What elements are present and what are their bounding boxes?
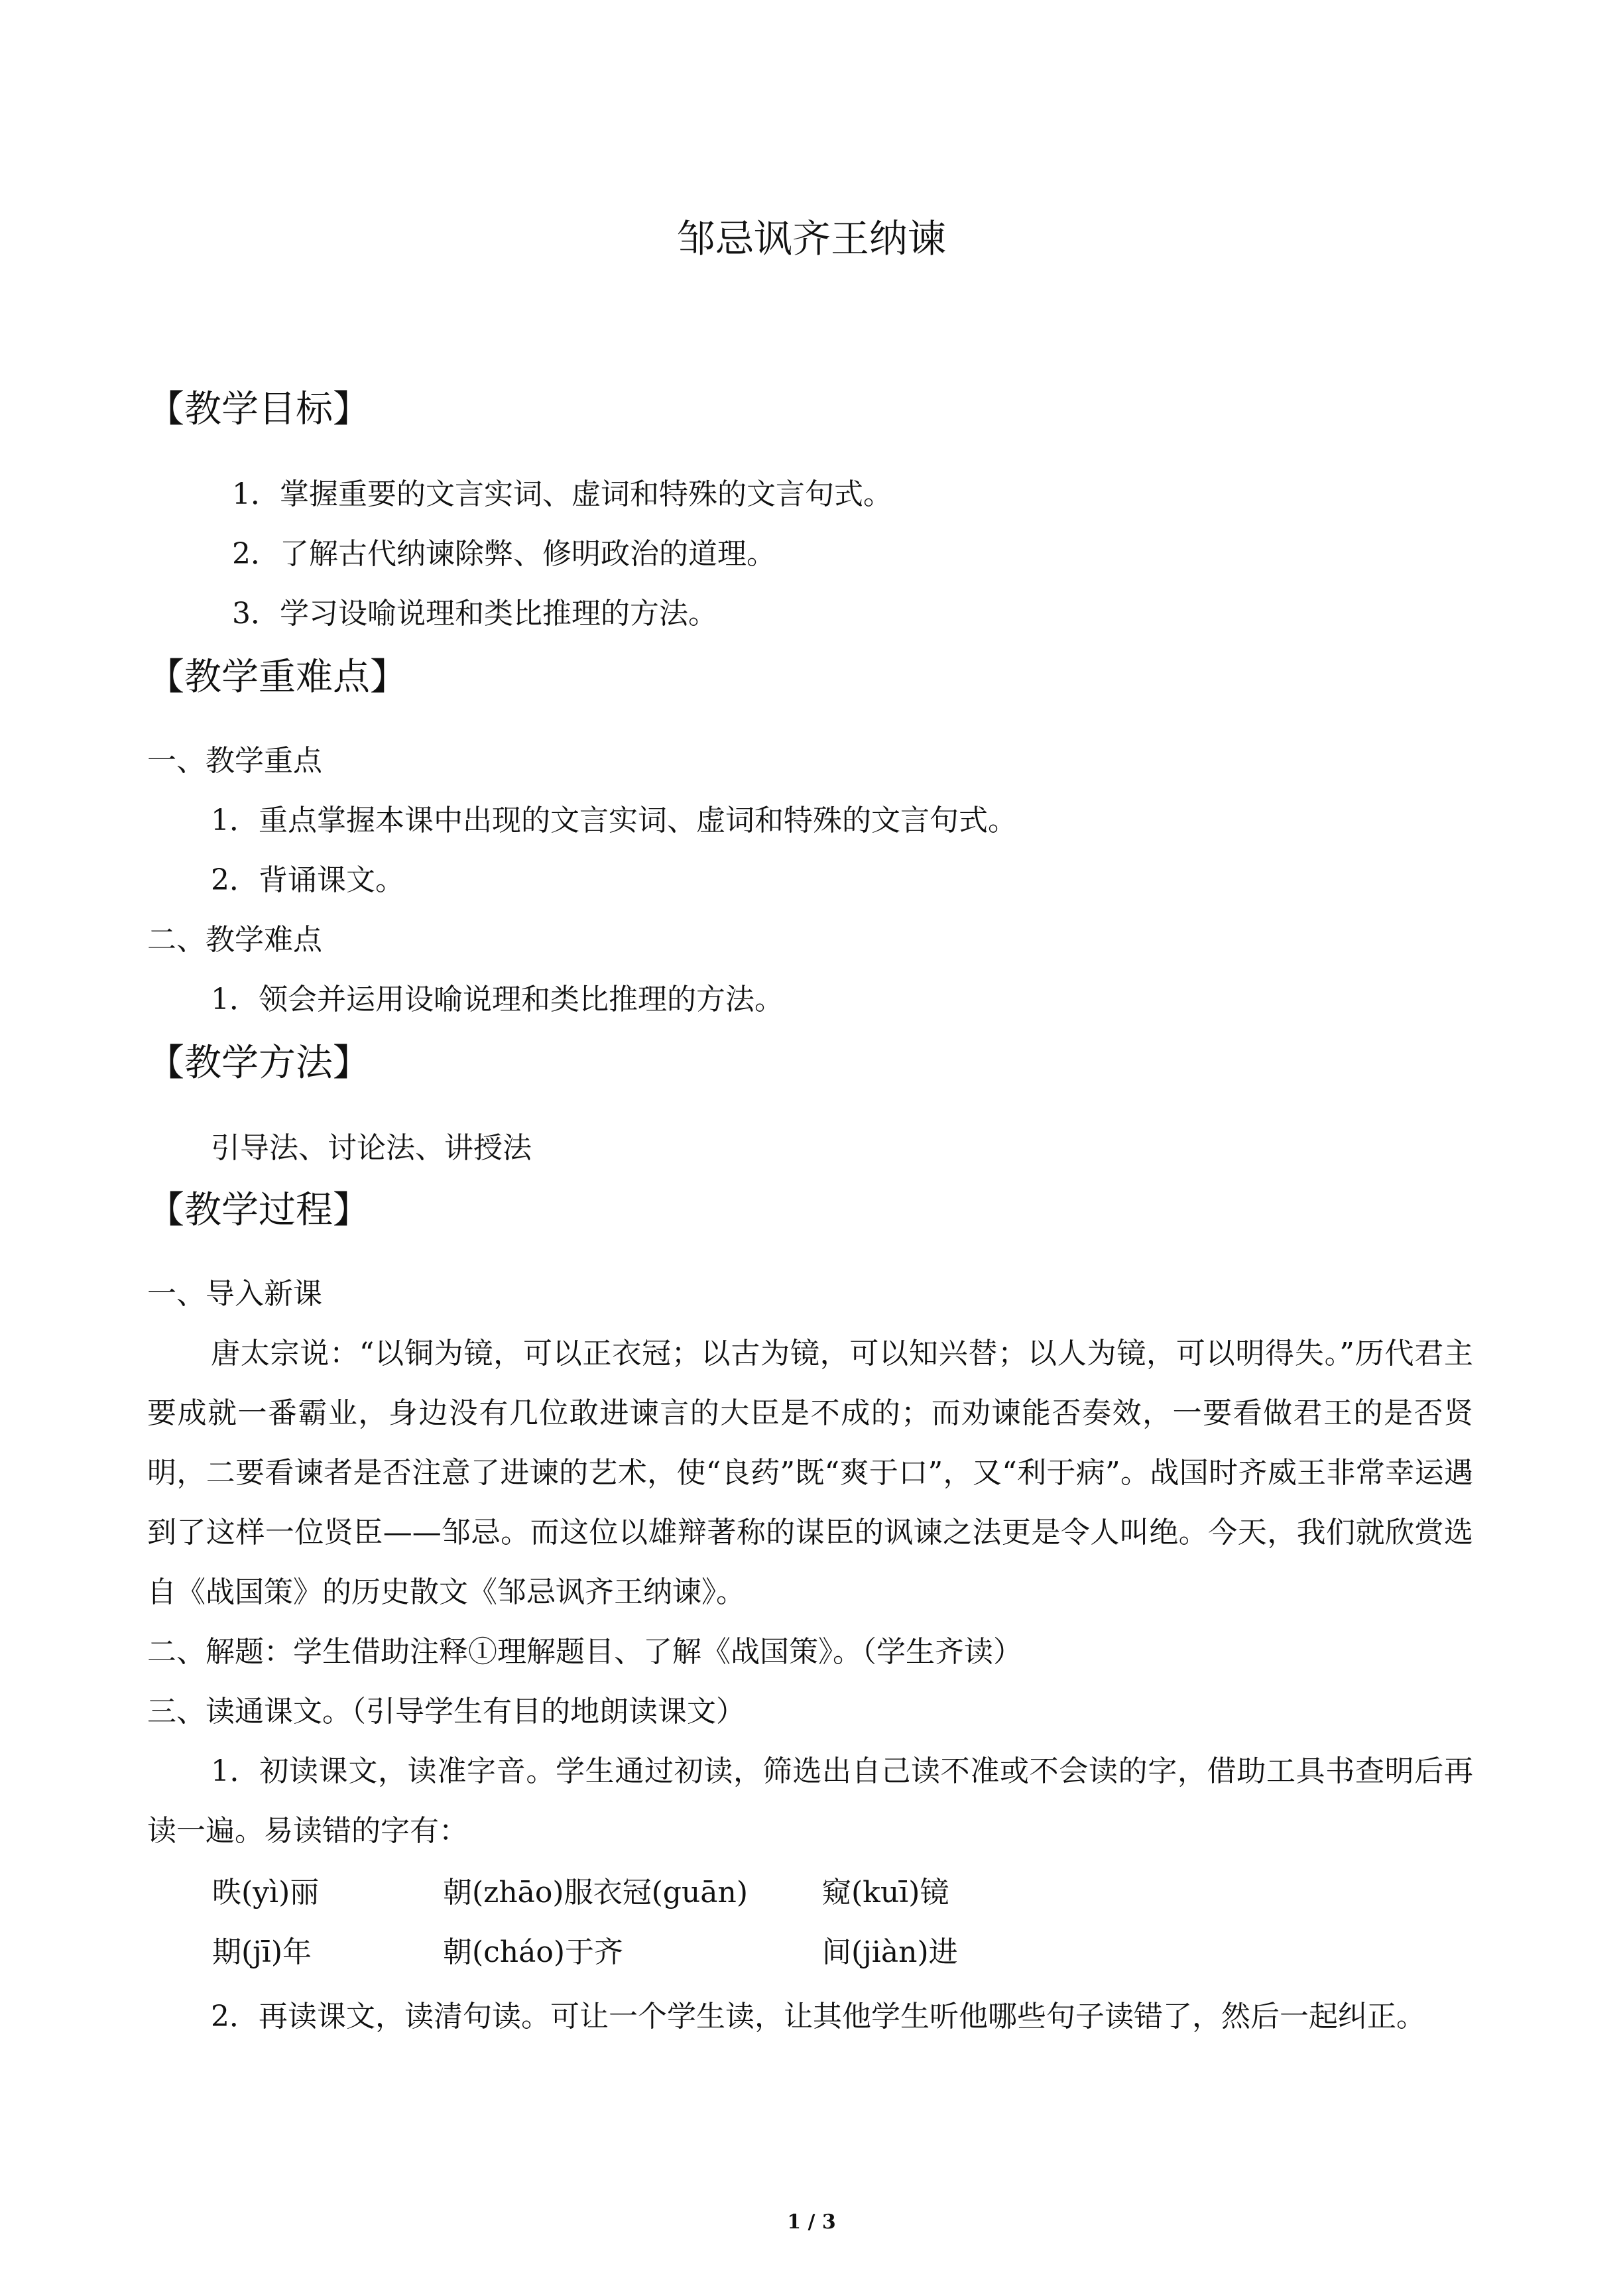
methods-text: 引导法、讨论法、讲授法: [211, 1131, 532, 1165]
key-points-part2-title: 二、教学难点: [147, 923, 322, 957]
section-heading-key-points: 【教学重难点】: [147, 656, 407, 699]
process-step1-title: 一、导入新课: [147, 1277, 322, 1311]
document-title: 邹忌讽齐王纳谏: [676, 216, 946, 261]
pinyin-entry: 期(jī)年: [212, 1935, 312, 1969]
pinyin-entry: 间(jiàn)进: [822, 1935, 958, 1969]
pinyin-entry: 昳(yì)丽: [212, 1876, 320, 1909]
key-point-item-1: 1．重点掌握本课中出现的文言实词、虚词和特殊的文言句式。: [211, 804, 1017, 837]
key-points-part1-title: 一、教学重点: [147, 744, 322, 778]
process-step1-paragraph: 唐太宗说：“以铜为镜，可以正衣冠；以古为镜，可以知兴替；以人为镜，可以明得失。”历代君主要成就一番霸业，身边没有几位敢进谏言的大臣是不成的；而劝谏能否奏效，一要看做君王的是否贤明，二要看谏者是否注意了进谏的艺术，使“良药”既“爽于口”，又“利于病”。战国时齐威王非常幸运遇到了这样一位贤臣——邹忌。而这位以雄辩著称的谋臣的讽谏之法更是令人叫绝。今天，我们就欣赏选自《战国策》的历史散文《邹忌讽齐王纳谏》。: [147, 1337, 1474, 1609]
process-step3-item2: 2．再读课文，读清句读。可让一个学生读，让其他学生听他哪些句子读错了，然后一起纠正。: [211, 2000, 1425, 2033]
key-point-item-2: 2．背诵课文。: [211, 863, 404, 897]
goal-item-2: 2．了解古代纳谏除弊、修明政治的道理。: [232, 537, 776, 571]
page-number: 1 / 3: [787, 2210, 836, 2234]
pinyin-row: [212, 1868, 1406, 1911]
pinyin-entry: 窥(kuī)镜: [822, 1876, 949, 1909]
goal-item-1: 1．掌握重要的文言实词、虚词和特殊的文言句式。: [232, 477, 892, 511]
process-step3-item1: 1．初读课文，读准字音。学生通过初读，筛选出自己读不准或不会读的字，借助工具书查明后再读一遍。易读错的字有：: [147, 1754, 1473, 1848]
process-step3-title: 三、读通课文。（引导学生有目的地朗读课文）: [147, 1695, 745, 1728]
difficulty-item-1: 1．领会并运用设喻说理和类比推理的方法。: [211, 983, 784, 1016]
pinyin-entry: 朝(zhāo)服衣冠(guān): [443, 1876, 748, 1909]
goal-item-3: 3．学习设喻说理和类比推理的方法。: [232, 597, 717, 631]
pinyin-row: [212, 1928, 1406, 1970]
process-step2-title: 二、解题：学生借助注释①理解题目、了解《战国策》。（学生齐读）: [147, 1635, 1022, 1669]
pinyin-entry: 朝(cháo)于齐: [443, 1935, 624, 1969]
section-heading-methods: 【教学方法】: [147, 1042, 370, 1085]
section-heading-process: 【教学过程】: [147, 1189, 370, 1232]
section-heading-goals: 【教学目标】: [147, 388, 370, 431]
